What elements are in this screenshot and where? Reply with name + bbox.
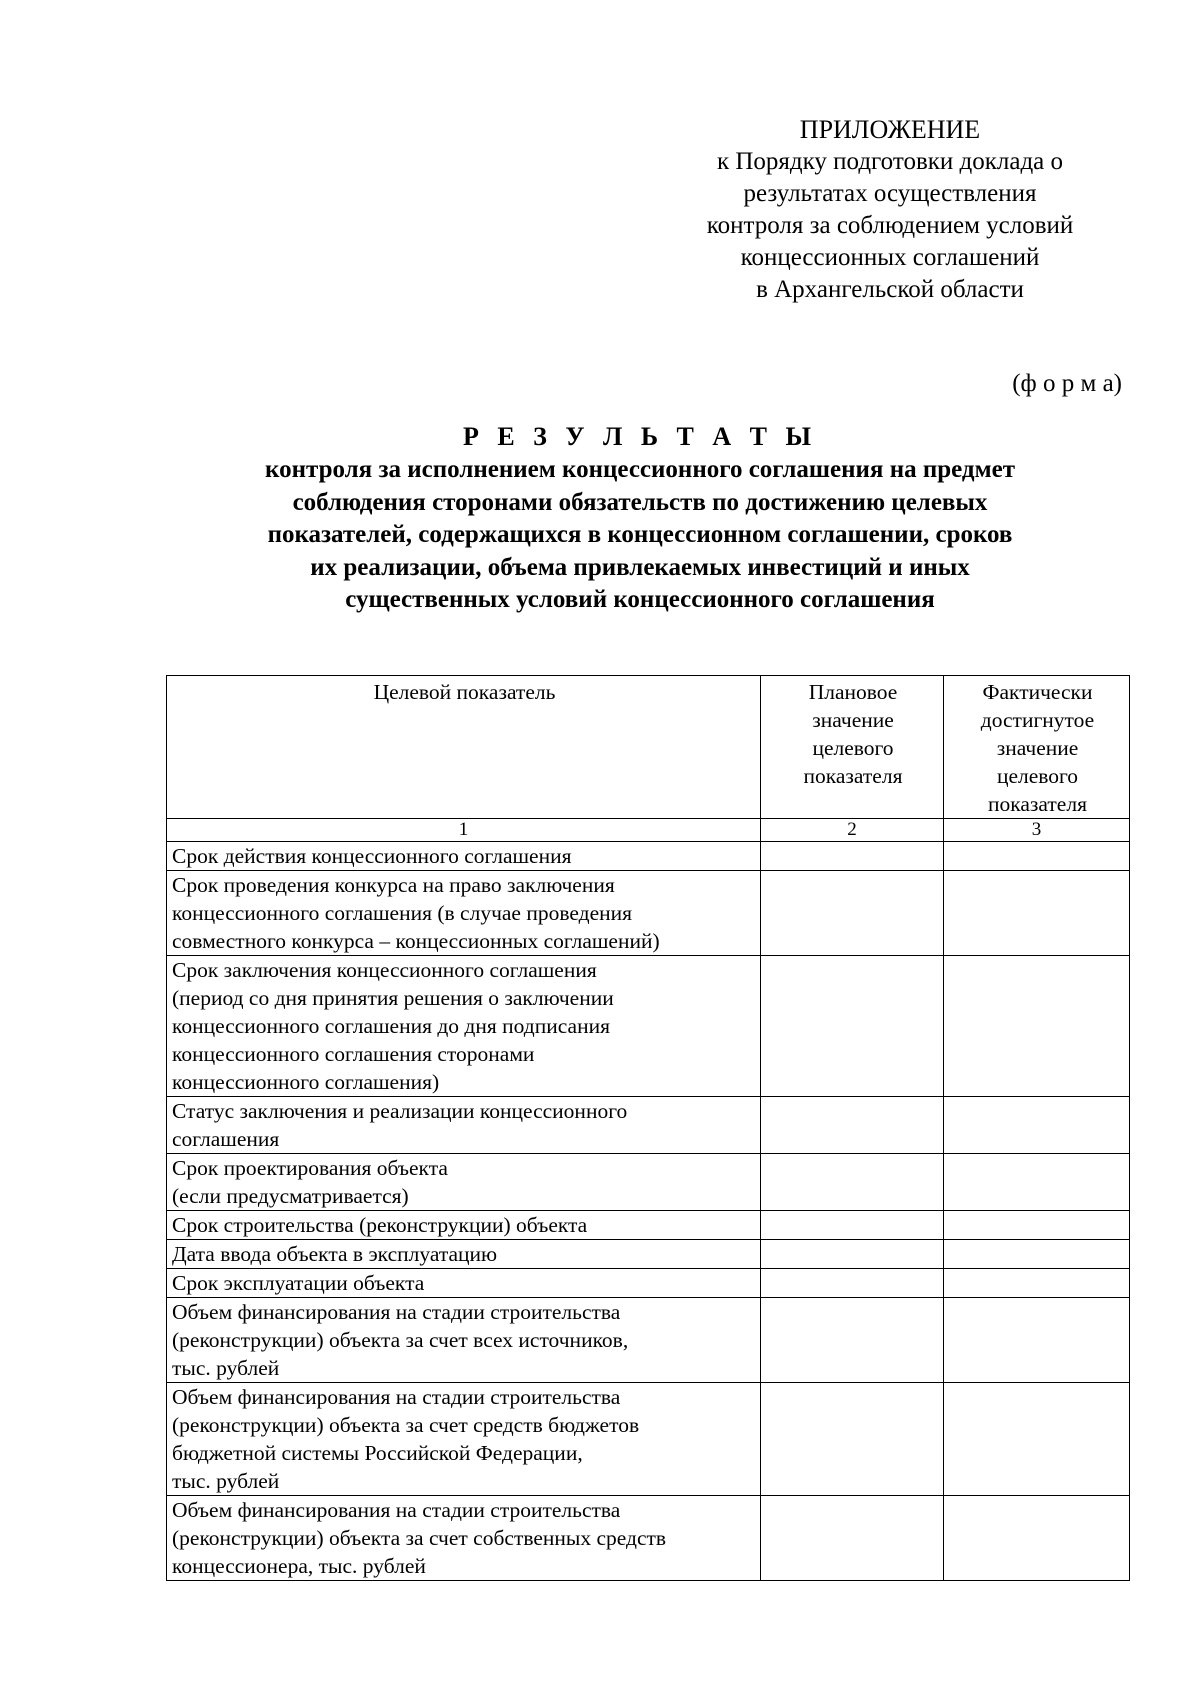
table-row: [167, 1211, 1130, 1240]
subtitle-line: соблюдения сторонами обязательств по достижению целевых: [292, 488, 988, 516]
table-header-row: [167, 676, 1130, 819]
subtitle-line: контроля за исполнением концессионного соглашения на предмет: [265, 456, 1015, 483]
indicator-cell: Срок проведения конкурса на право заключения концессионного соглашения (в случае проведения совместного конкурса – концессионных соглашений): [167, 871, 761, 956]
actual-value-cell: [944, 1097, 1130, 1154]
document-heading: [160, 420, 1120, 617]
actual-value-cell: [944, 1269, 1130, 1298]
appendix-line: контроля за соблюдением условий: [706, 212, 1074, 239]
column-number: 3: [944, 819, 1130, 842]
table-row: [167, 1240, 1130, 1269]
table-row: [167, 1154, 1130, 1211]
actual-value-cell: [944, 1496, 1130, 1581]
actual-value-cell: [944, 1383, 1130, 1496]
actual-value-cell: [944, 1154, 1130, 1211]
results-table: [166, 675, 1130, 1581]
table-row: [167, 842, 1130, 871]
planned-value-cell: [761, 1383, 944, 1496]
appendix-line: в Архангельской области: [756, 276, 1024, 303]
table-row: [167, 956, 1130, 1097]
actual-value-cell: [944, 1298, 1130, 1383]
column-number: 2: [761, 819, 944, 842]
header-target-indicator: Целевой показатель: [167, 676, 761, 819]
planned-value-cell: [761, 1496, 944, 1581]
actual-value-cell: [944, 1240, 1130, 1269]
planned-value-cell: [761, 1154, 944, 1211]
planned-value-cell: [761, 1240, 944, 1269]
table-row: [167, 1298, 1130, 1383]
appendix-line: к Порядку подготовки доклада о: [716, 148, 1064, 175]
indicator-cell: Дата ввода объекта в эксплуатацию: [167, 1240, 761, 1269]
planned-value-cell: [761, 1298, 944, 1383]
planned-value-cell: [761, 842, 944, 871]
indicator-cell: Срок заключения концессионного соглашения (период со дня принятия решения о заключении концессионного соглашения до дня подписания концессионного соглашения сторонами концессионного соглашения): [167, 956, 761, 1097]
actual-value-cell: [944, 956, 1130, 1097]
document-title: Р Е З У Л Ь Т А Т Ы: [462, 422, 818, 451]
planned-value-cell: [761, 1211, 944, 1240]
subtitle-line: их реализации, объема привлекаемых инвестиций и иных: [310, 553, 970, 581]
appendix-block: [660, 114, 1120, 306]
actual-value-cell: [944, 1211, 1130, 1240]
actual-value-cell: [944, 871, 1130, 956]
table-row: [167, 1269, 1130, 1298]
subtitle-line: существенных условий концессионного соглашения: [345, 586, 935, 613]
planned-value-cell: [761, 956, 944, 1097]
column-number-row: [167, 819, 1130, 842]
table-row: [167, 1383, 1130, 1496]
appendix-line: результатах осуществления: [743, 180, 1037, 207]
actual-value-cell: [944, 842, 1130, 871]
planned-value-cell: [761, 1269, 944, 1298]
table-row: [167, 871, 1130, 956]
appendix-title: ПРИЛОЖЕНИЕ: [799, 115, 981, 144]
indicator-cell: Статус заключения и реализации концессионного соглашения: [167, 1097, 761, 1154]
indicator-cell: Срок действия концессионного соглашения: [167, 842, 761, 871]
form-note: (ф о р м а): [1012, 370, 1122, 397]
indicator-cell: Объем финансирования на стадии строительства (реконструкции) объекта за счет собственных средств концессионера, тыс. рублей: [167, 1496, 761, 1581]
appendix-line: концессионных соглашений: [740, 244, 1040, 271]
header-planned-value: Плановое значение целевого показателя: [761, 676, 944, 819]
table-row: [167, 1496, 1130, 1581]
indicator-cell: Срок строительства (реконструкции) объекта: [167, 1211, 761, 1240]
table-row: [167, 1097, 1130, 1154]
planned-value-cell: [761, 1097, 944, 1154]
planned-value-cell: [761, 871, 944, 956]
indicator-cell: Объем финансирования на стадии строительства (реконструкции) объекта за счет всех источников, тыс. рублей: [167, 1298, 761, 1383]
indicator-cell: Срок эксплуатации объекта: [167, 1269, 761, 1298]
subtitle-line: показателей, содержащихся в концессионном соглашении, сроков: [267, 521, 1013, 548]
header-actual-value: Фактически достигнутое значение целевого показателя: [944, 676, 1130, 819]
indicator-cell: Срок проектирования объекта (если предусматривается): [167, 1154, 761, 1211]
document-subtitle: [160, 454, 1120, 617]
column-number: 1: [167, 819, 761, 842]
indicator-cell: Объем финансирования на стадии строительства (реконструкции) объекта за счет средств бюджетов бюджетной системы Российской Федерации, тыс. рублей: [167, 1383, 761, 1496]
